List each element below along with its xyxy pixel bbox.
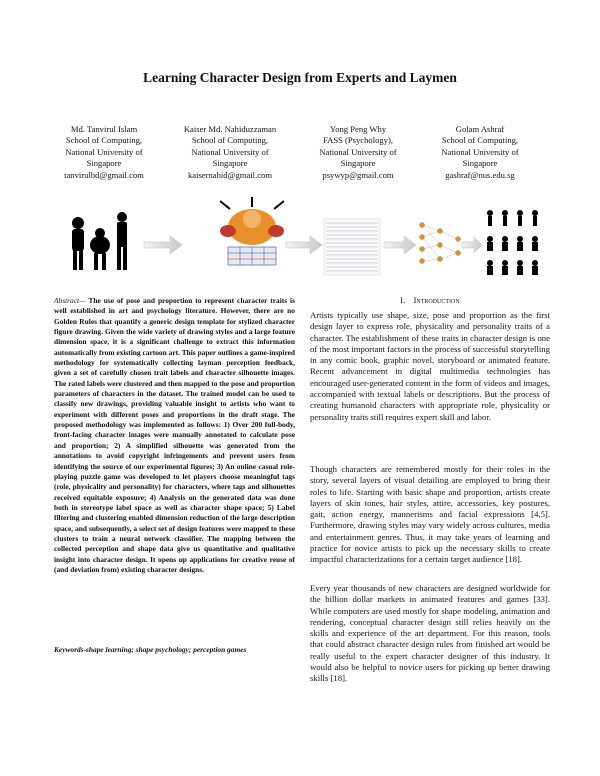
data-table-thumbnail (324, 219, 380, 275)
author-block-3 (298, 124, 418, 181)
silhouette-figure (502, 210, 508, 226)
silhouette-figure (502, 260, 508, 275)
silhouette-figure (517, 236, 523, 251)
author-affiliation-line: Singapore (462, 158, 498, 169)
paper-title: Learning Character Design from Experts and Laymen (143, 70, 457, 85)
silhouette-figure (517, 260, 523, 275)
pointer-arrow (220, 201, 230, 209)
intro-paragraph-3: Every year thousands of new characters are designed worldwide for the billion dollar markets in animated features and games [33]. While computers are used mostly for shape modeling, animation and rendering, conceptual character design still relies heavily on the skills and experience of the art department. For this reason, tools that could abstract character design rules from finished art would be really useful to the expert character designer of this industry. It would also be helpful to novice users for picking up better drawing skills [18]. (310, 583, 550, 684)
author-name: Kaiser Md. Nahiduzzaman (183, 124, 277, 134)
silhouette-figure (487, 260, 493, 275)
author-name: Yong Peng Why (329, 124, 387, 134)
abstract-label: Abstract— (54, 296, 86, 305)
author-affiliation-line: Singapore (86, 158, 122, 169)
author-affiliation-line: National University of (191, 146, 269, 157)
author-affiliation-line: FASS (Psychology), (322, 135, 394, 146)
author-block-1 (44, 124, 164, 181)
silhouette-figure (117, 212, 127, 270)
author-email: gashraf@nus.edu.sg (445, 169, 515, 180)
abstract (54, 296, 295, 575)
silhouette-figure (487, 236, 493, 251)
silhouette-figure (532, 236, 538, 251)
author-block-4 (420, 124, 540, 181)
silhouette-figure (90, 228, 110, 270)
author-email: tanvirulbd@gmail.com (64, 169, 144, 180)
author-affiliation-line: National University of (319, 146, 397, 157)
intro-paragraph-1: Artists typically use shape, size, pose and proportion as the first design layer to express role, physicality and personality traits of a character. The establishment of these traits in character design is one of the most important factors in the process of successful storytelling in any comic book, graphic novel, storyboard or animated feature. Recent advancement in digital multimedia technologies has encouraged user-generated content in the form of videos and images, accompanied with textual labels or descriptions. But the process of creating humanoid characters with appropriate role, physicality or personality traits still requires expert skill and labor. (310, 310, 550, 422)
author-email: psywyp@gmail.com (322, 169, 394, 180)
author-affiliation-line: Singapore (340, 158, 376, 169)
flow-arrow (384, 236, 416, 254)
result-silhouettes (487, 210, 538, 275)
annotated-character-illustration (220, 197, 284, 265)
author-block-2 (170, 124, 290, 181)
intro-paragraph-2: Though characters are remembered mostly for their roles in the story, several layers of visual detailing are employed to bring their roles to life. Starting with basic shape and proportion, artists create layers of skin tones, hair styles, attire, accessories, key postures, gait, action energy, mannerisms and facial expressions [4,5]. Furthermore, drawing styles may vary widely across cultures, media and entertainment genres. Thus, it may take years of learning and practice for novice artists to pick up the necessary skills to create impactful characterizations for a certain target audience [18]. (310, 464, 550, 565)
author-affiliation-line: National University of (441, 146, 519, 157)
author-affiliation-line: School of Computing, (191, 135, 269, 146)
keywords: Keywords-shape learning; shape psychology; perception games (54, 645, 247, 654)
pipeline-figure (60, 195, 550, 283)
silhouette-figure (532, 260, 538, 275)
flow-arrow (462, 237, 482, 253)
silhouette-figure (487, 210, 493, 226)
abstract-text: The use of pose and proportion to represent character traits is well established in art and psychology literature. However, there are no Golden Rules that quantify a generic design template for stylized character figure drawing. Given the wide variety of drawing styles and a large feature dimension space, it is a significant challenge to extract this information automatically from existing cartoon art. This paper outlines a game-inspired methodology for systematically collecting layman perception feedback, given a set of carefully chosen trait labels and character silhouette images. The rated labels were clustered and then mapped to the pose and proportion parameters of characters in the dataset. The trained model can be used to classify new drawings, providing valuable insight to artists who want to experiment with different poses and proportions in the draft stage. The proposed methodology was implemented as follows: 1) Over 200 full-body, front-facing character images were manually annotated to calculate pose and proportion; 2) A simplified silhouette was generated from the annotations to avoid copyright infringements and prevent users from identifying the source of our experimental figures; 3) An online casual role-playing puzzle game was developed to let players choose meaningful tags (role, physicality and personality) for characters, where tags and silhouettes received equitable exposure; 4) Analysis on the generated data was done both in stereotype label space as well as character shape space; 5) Label filtering and clustering enabled dimension reduction of the large description space, and subsequently, a select set of design features were mapped to these clusters to train a neural network classifier. The mapping between the collected perception and shape data give us quantitative and qualitative insight into character design. It opens up applications for creative reuse of (and deviation from) existing character designs. (54, 296, 295, 574)
silhouette-figure (532, 210, 538, 226)
neural-network-diagram (420, 223, 461, 264)
silhouette-figure (72, 217, 84, 270)
author-name: Md. Tanvirul Islam (70, 124, 138, 134)
section-title: Introduction (413, 296, 460, 305)
silhouette-figure (517, 210, 523, 226)
silhouette-group (72, 212, 127, 270)
section-number: I. (400, 296, 406, 305)
author-affiliation-line: National University of (65, 146, 143, 157)
author-affiliation-line: School of Computing, (65, 135, 143, 146)
section-heading (310, 296, 550, 305)
author-affiliation-line: School of Computing, (441, 135, 519, 146)
author-name: Golam Ashraf (455, 124, 505, 134)
silhouette-figure (502, 236, 508, 251)
author-affiliation-line: Singapore (212, 158, 248, 169)
pointer-arrow (274, 201, 284, 209)
flow-arrow (144, 236, 182, 254)
flow-arrow (286, 236, 322, 254)
author-email: kaisernahid@gmail.com (187, 169, 273, 180)
